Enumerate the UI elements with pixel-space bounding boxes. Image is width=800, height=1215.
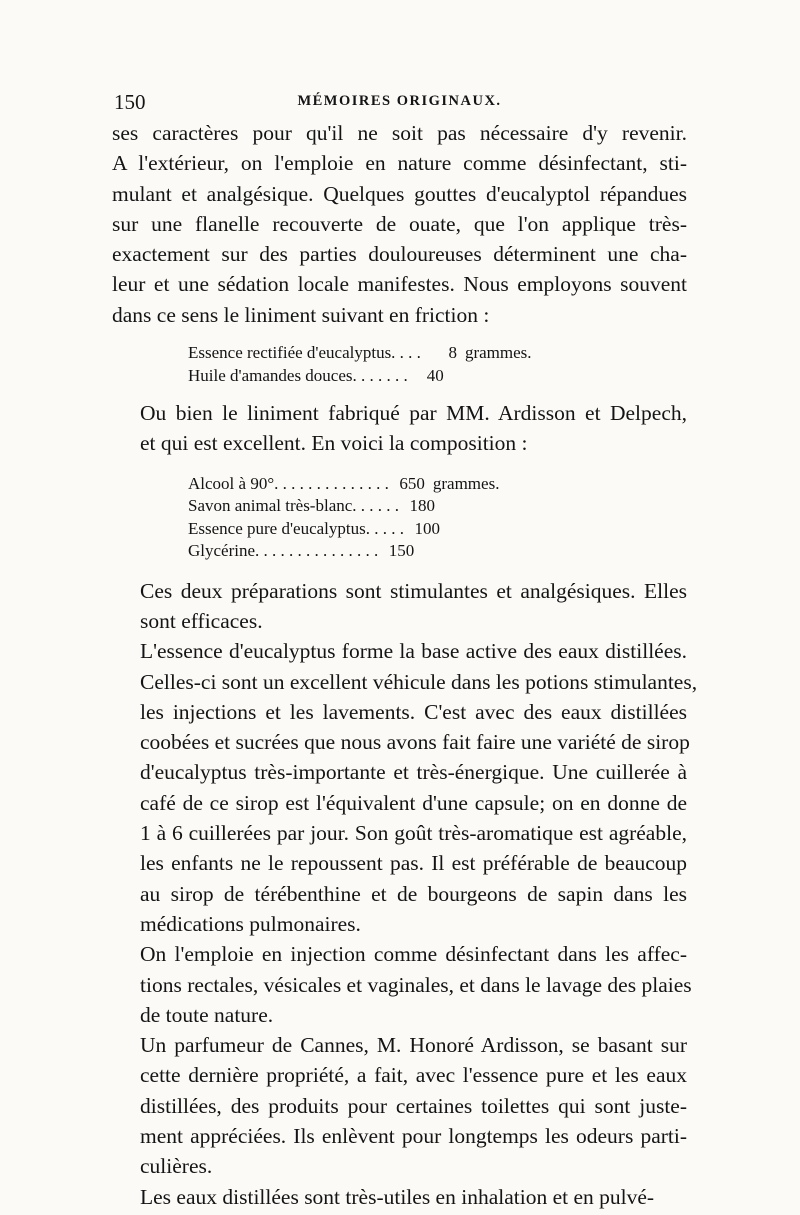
text-line: L'essence d'eucalyptus forme la base active des eaux distillées. [140,639,687,664]
text-line: Ces deux préparations sont stimulantes et analgésiques. Elles [140,578,687,603]
text-line: leur et une sédation locale manifestes. Nous employons souvent [112,272,687,297]
text-line: d'eucalyptus très-importante et très-énergique. Une cuillerée à [140,760,687,785]
text-line: sont efficaces. [140,608,263,633]
text-line: Les eaux distillées sont très-utiles en inhalation et en pulvé- [140,1184,655,1209]
recipe-liniment [188,342,687,387]
ingredient-name: Alcool à 90°. . . . . . . . . . . . . . [188,473,389,493]
text-line: Un parfumeur de Cannes, M. Honoré Ardisson, se basant sur [140,1033,687,1058]
paragraph-6 [112,1030,687,1181]
text-line: café de ce sirop est l'équivalent d'une capsule; on en donne de [140,790,687,815]
ingredient-unit: grammes. [432,473,500,493]
book-page [112,90,698,1212]
ingredient-amount: 100 [414,518,440,538]
text-line: A l'extérieur, on l'emploie en nature comme désinfectant, sti- [112,151,687,176]
ingredient-amount: 180 [409,496,436,516]
text-line: ses caractères pour qu'il ne soit pas nécessaire d'y revenir. [112,121,687,145]
ingredient-name: Huile d'amandes douces. . . . . . . [188,365,408,385]
recipe-item [188,473,687,496]
text-line: 1 à 6 cuillerées par jour. Son goût très-aromatique est agréable, [140,821,687,846]
text-line: tions rectales, vésicales et vaginales, et dans le lavage des plaies [140,972,692,997]
text-line: sur une flanelle recouverte de ouate, que l'on applique très- [112,211,687,236]
recipe-item [188,495,687,518]
ingredient-name: Glycérine. . . . . . . . . . . . . . . [188,541,379,561]
text-line: Celles-ci sont un excellent véhicule dans les potions stimulantes, [140,669,698,694]
text-line: exactement sur des parties douloureuses déterminent une cha- [112,242,687,267]
paragraph-3 [112,576,687,637]
recipe-composition [188,473,687,563]
text-line: ment appréciées. Ils enlèvent pour longtemps les odeurs parti- [140,1124,687,1149]
text-line: mulant et analgésique. Quelques gouttes d'eucalyptol répandues [112,181,687,206]
page-header [112,90,687,118]
recipe-item [188,540,687,563]
ingredient-name: Essence pure d'eucalyptus. . . . . [188,518,404,538]
paragraph-7 [112,1182,687,1212]
running-title: MÉMOIRES ORIGINAUX. [297,93,502,109]
paragraph-1 [112,118,687,330]
paragraph-4 [112,636,698,939]
text-line: cette dernière propriété, a fait, avec l'essence pure et les eaux [140,1063,687,1088]
text-line: coobées et sucrées que nous avons fait faire une variété de sirop [140,730,690,755]
ingredient-name: Essence rectifiée d'eucalyptus. . . . [188,343,421,363]
text-line: Ou bien le liniment fabriqué par MM. Ardisson et Delpech, [140,401,687,426]
text-line: et qui est excellent. En voici la composition : [140,431,528,456]
page-number: 150 [114,90,146,114]
text-line: les injections et les lavements. C'est avec des eaux distillées [140,699,687,724]
paragraph-5 [112,939,692,1030]
recipe-item [188,342,687,365]
ingredient-name: Savon animal très-blanc. . . . . . [188,496,400,516]
text-line: culières. [140,1154,213,1179]
ingredient-amount: 650 [399,473,425,493]
recipe-item [188,365,687,388]
text-line: dans ce sens le liniment suivant en friction : [112,302,490,327]
text-line: au sirop de térébenthine et de bourgeons de sapin dans les [140,881,687,906]
text-line: de toute nature. [140,1002,274,1027]
text-line: distillées, des produits pour certaines toilettes qui sont juste- [140,1093,687,1118]
text-line: médications pulmonaires. [140,911,361,936]
ingredient-amount: 8 [448,343,457,363]
paragraph-2 [112,398,687,459]
ingredient-amount: 150 [388,541,415,561]
ingredient-amount: 40 [426,365,444,385]
ingredient-unit: grammes. [464,343,532,363]
text-line: On l'emploie en injection comme désinfectant dans les affec- [140,942,687,967]
recipe-item [188,518,687,541]
text-line: les enfants ne le repoussent pas. Il est préférable de beaucoup [140,851,687,876]
